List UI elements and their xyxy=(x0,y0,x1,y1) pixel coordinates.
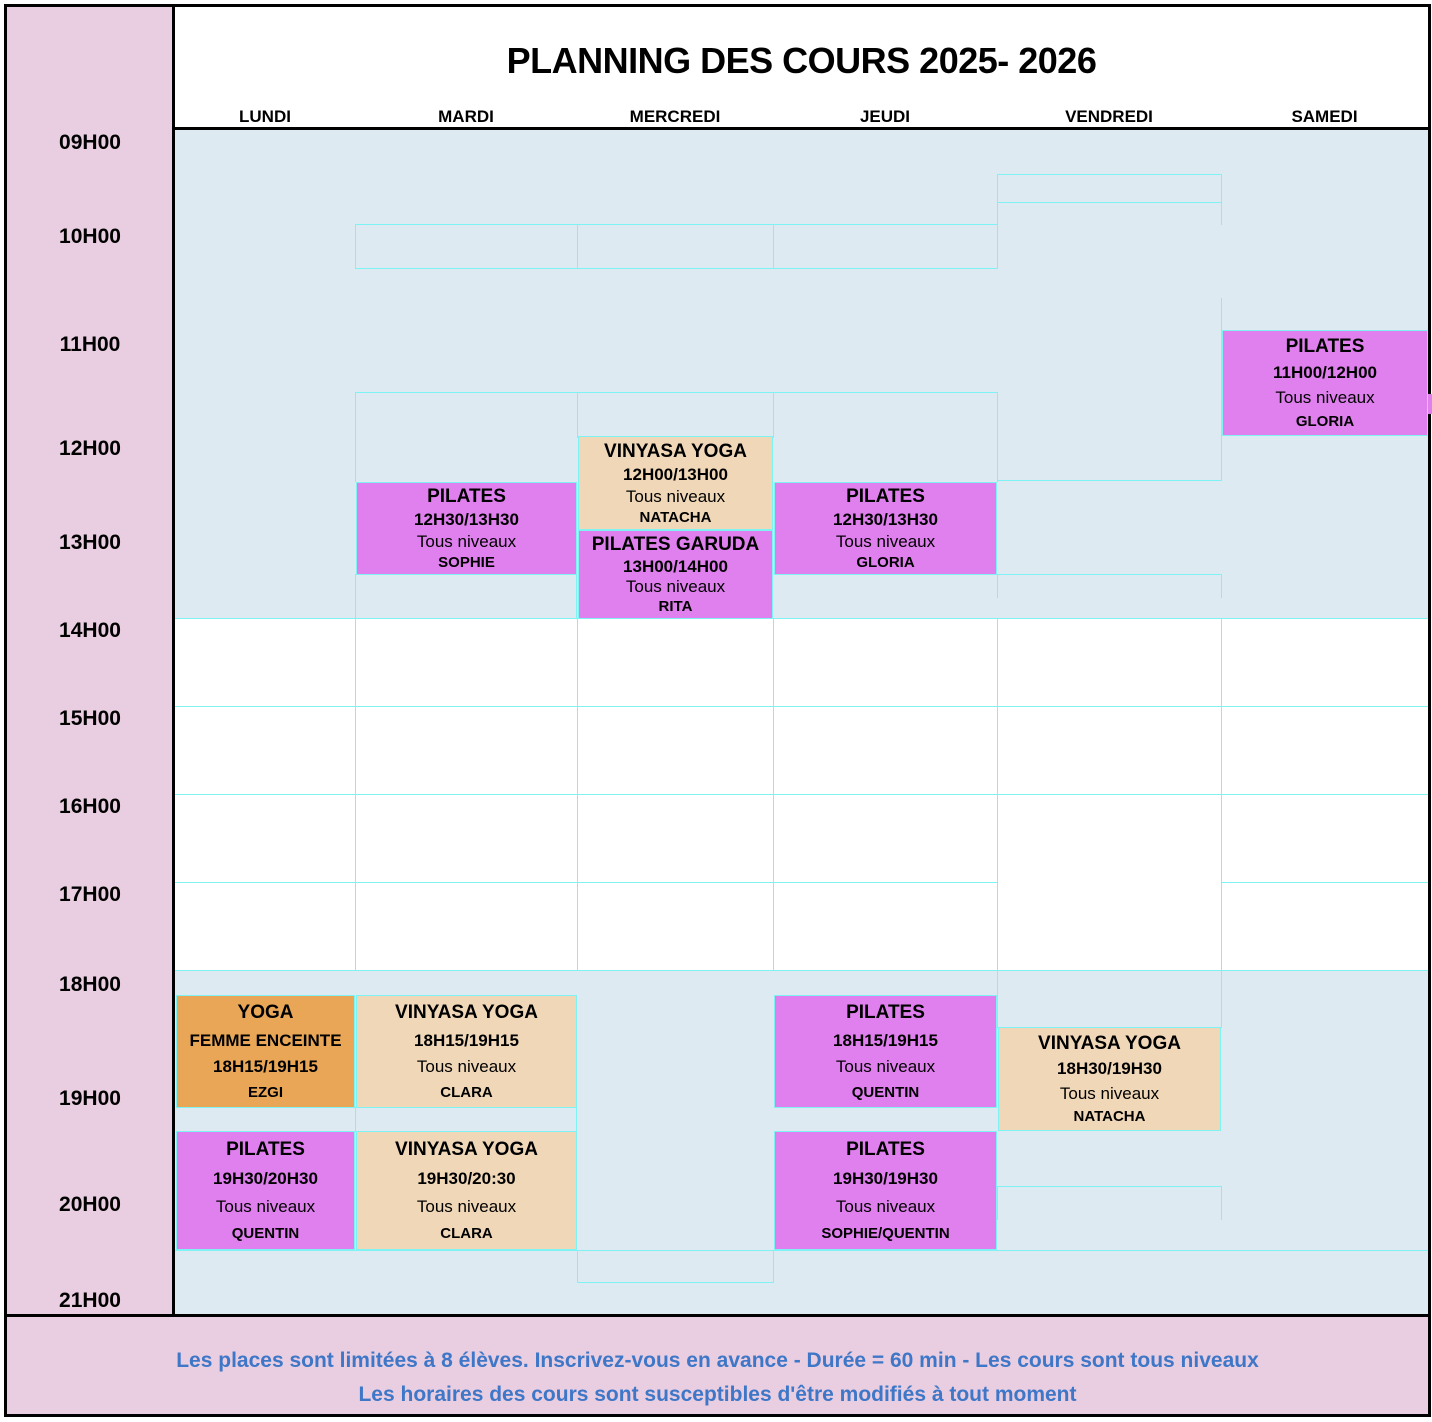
class-teacher: RITA xyxy=(658,598,693,616)
class-teacher: GLORIA xyxy=(856,553,915,571)
class-card-mardi-vinyasa-evening[interactable] xyxy=(356,995,577,1108)
class-teacher: EZGI xyxy=(247,1084,283,1102)
class-hours: 11H00/12H00 xyxy=(1273,363,1377,382)
day-header-mercredi: MERCREDI xyxy=(629,107,721,126)
class-level: Tous niveaux xyxy=(416,1197,517,1217)
class-name: VINYASA YOGA xyxy=(604,440,747,462)
time-label: 18H00 xyxy=(59,973,121,996)
class-hours: 18H15/19H15 xyxy=(414,1030,519,1050)
class-card-mercredi-pilates-garuda[interactable] xyxy=(578,530,773,619)
overflow-fill xyxy=(1428,394,1432,414)
day-header-jeudi: JEUDI xyxy=(859,107,911,126)
class-name: PILATES xyxy=(226,1138,305,1160)
footer-note-2: Les horaires des cours sont susceptibles d'être modifiés à tout moment xyxy=(358,1383,1077,1406)
class-hours: 12H30/13H30 xyxy=(833,510,938,530)
class-hours: 18H30/19H30 xyxy=(1057,1059,1162,1079)
day-header-mardi: MARDI xyxy=(438,107,494,126)
time-label: 12H00 xyxy=(59,437,121,460)
class-card-jeudi-pilates-evening[interactable] xyxy=(774,995,997,1108)
class-teacher: GLORIA xyxy=(1295,413,1355,430)
class-hours: 12H00/13H00 xyxy=(623,464,728,484)
time-label: 15H00 xyxy=(59,707,121,730)
time-label: 16H00 xyxy=(59,795,121,818)
class-teacher: SOPHIE xyxy=(438,553,495,571)
class-level: Tous niveaux xyxy=(835,1197,936,1217)
class-hours: 19H30/19H30 xyxy=(833,1168,938,1188)
class-card-jeudi-pilates[interactable] xyxy=(774,482,997,575)
footer-note-1: Les places sont limitées à 8 élèves. Inscrivez-vous en avance - Durée = 60 min - Les cours sont tous niveaux xyxy=(176,1349,1259,1372)
class-name: PILATES xyxy=(846,1138,925,1160)
class-card-lundi-pilates[interactable] xyxy=(176,1131,355,1250)
class-teacher: CLARA xyxy=(440,1084,493,1102)
class-teacher: QUENTIN xyxy=(851,1084,920,1102)
class-hours: 12H30/13H30 xyxy=(414,510,519,530)
class-card-lundi-yoga-prenatal[interactable] xyxy=(176,995,355,1108)
class-name: PILATES xyxy=(846,1001,925,1023)
class-hours: 19H30/20:30 xyxy=(417,1168,516,1188)
time-label: 17H00 xyxy=(59,883,121,906)
class-level: Tous niveaux xyxy=(416,1057,517,1077)
class-hours: 18H15/19H15 xyxy=(213,1057,318,1077)
day-header-samedi: SAMEDI xyxy=(1291,107,1358,126)
class-teacher: NATACHA xyxy=(639,508,712,526)
class-name: PILATES xyxy=(1285,336,1365,357)
class-hours: 18H15/19H15 xyxy=(833,1030,938,1050)
class-card-samedi-pilates[interactable] xyxy=(1222,330,1428,436)
time-label: 20H00 xyxy=(59,1193,121,1216)
time-label: 09H00 xyxy=(59,131,121,154)
class-name: YOGA xyxy=(237,1001,294,1023)
page-title: PLANNING DES COURS 2025- 2026 xyxy=(506,40,1097,81)
class-teacher: QUENTIN xyxy=(231,1225,300,1243)
time-label: 11H00 xyxy=(59,333,121,356)
class-level: Tous niveaux xyxy=(835,531,936,551)
class-hours: 19H30/20H30 xyxy=(213,1168,318,1188)
time-label: 14H00 xyxy=(59,619,121,642)
class-name: VINYASA YOGA xyxy=(1038,1032,1181,1054)
class-name: PILATES xyxy=(846,486,925,508)
class-level: Tous niveaux xyxy=(835,1057,936,1077)
class-level: Tous niveaux xyxy=(215,1197,316,1217)
class-teacher: CLARA xyxy=(440,1225,493,1243)
day-header-lundi: LUNDI xyxy=(239,107,291,126)
class-teacher: SOPHIE/QUENTIN xyxy=(821,1225,950,1243)
time-label: 13H00 xyxy=(59,531,121,554)
class-card-jeudi-pilates-late[interactable] xyxy=(774,1131,997,1250)
class-card-mercredi-vinyasa[interactable] xyxy=(578,436,773,530)
class-level: Tous niveaux xyxy=(625,577,726,597)
class-teacher: NATACHA xyxy=(1073,1108,1146,1126)
class-card-mardi-vinyasa-late[interactable] xyxy=(356,1131,577,1250)
class-card-vendredi-vinyasa[interactable] xyxy=(998,1027,1221,1131)
class-name: PILATES xyxy=(427,486,506,508)
class-name: VINYASA YOGA xyxy=(395,1001,538,1023)
class-level: Tous niveaux xyxy=(625,486,726,506)
class-level: Tous niveaux xyxy=(1275,388,1375,407)
time-label: 10H00 xyxy=(59,225,121,248)
time-label: 19H00 xyxy=(59,1087,121,1110)
class-name: PILATES GARUDA xyxy=(591,533,760,555)
time-label: 21H00 xyxy=(59,1289,121,1312)
class-hours: 13H00/14H00 xyxy=(623,556,728,576)
class-card-mardi-pilates[interactable] xyxy=(356,482,577,575)
class-name: VINYASA YOGA xyxy=(395,1138,538,1160)
class-subtitle: FEMME ENCEINTE xyxy=(189,1030,342,1050)
class-level: Tous niveaux xyxy=(1059,1083,1160,1103)
class-level: Tous niveaux xyxy=(416,531,517,551)
day-header-vendredi: VENDREDI xyxy=(1065,107,1153,126)
